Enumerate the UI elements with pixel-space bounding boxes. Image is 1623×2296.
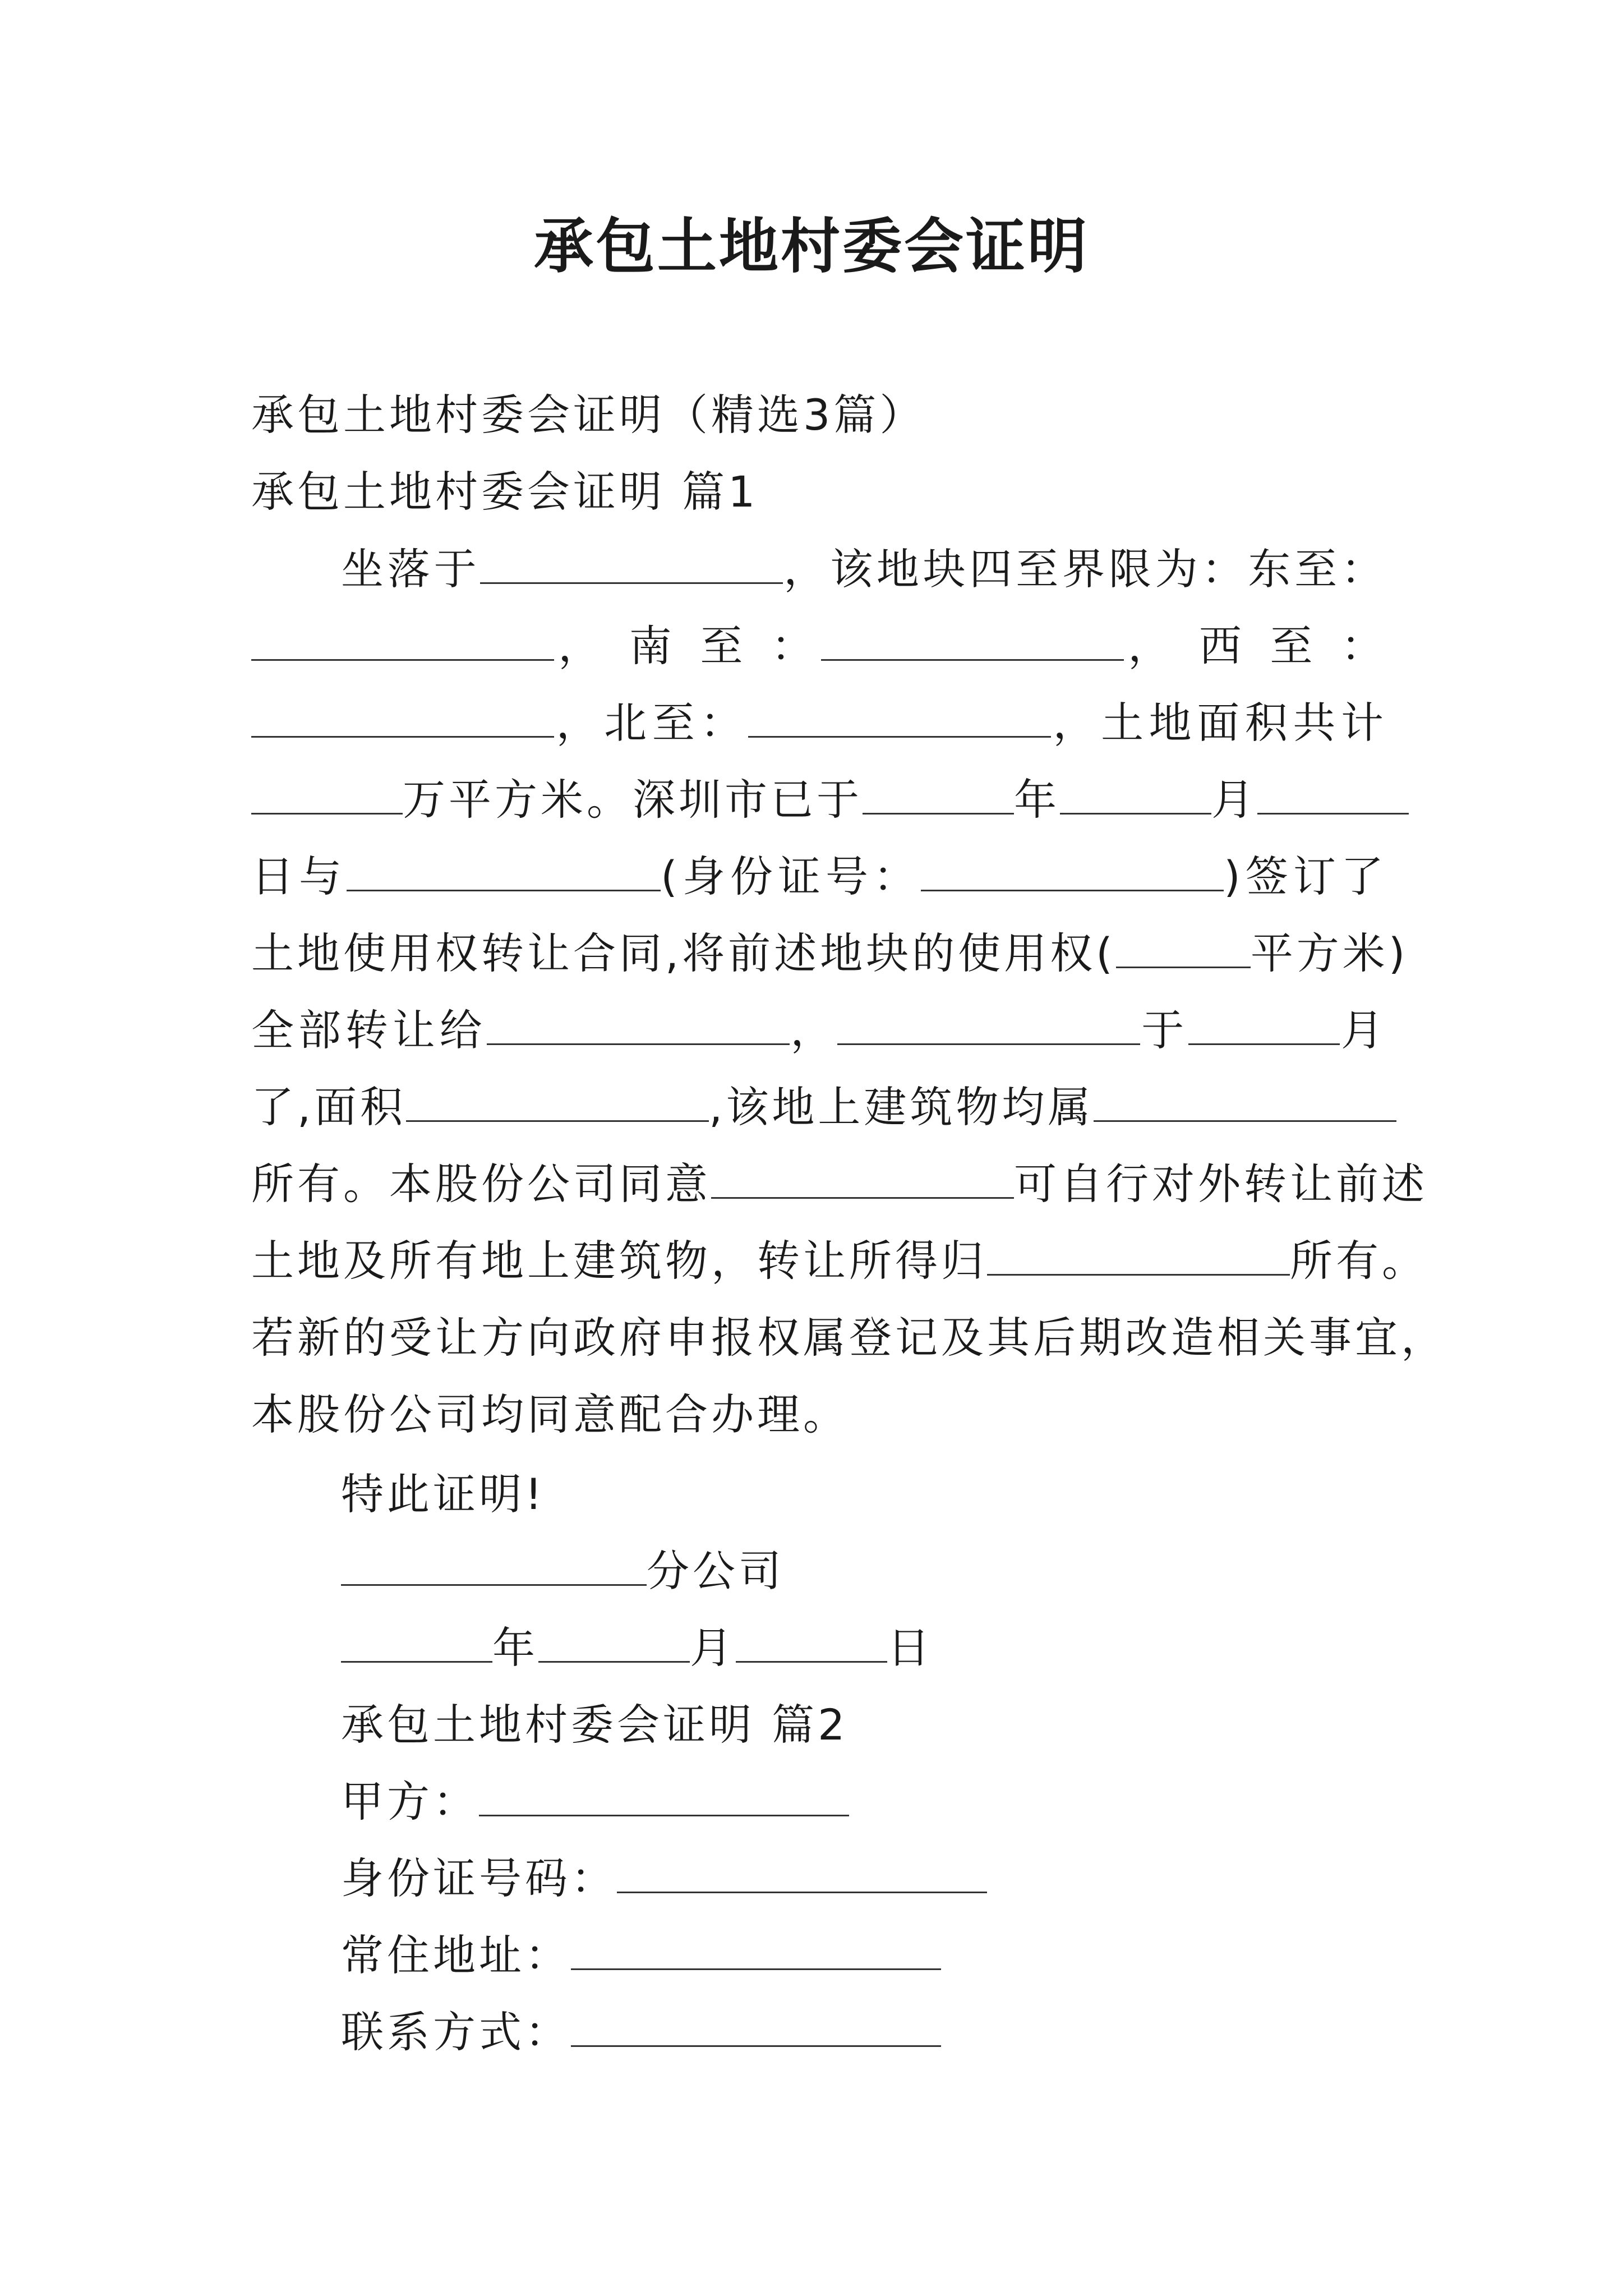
date-line: 年 月 日 [341, 1620, 933, 1676]
document-subtitle: 承包土地村委会证明（精选3篇） [251, 390, 926, 440]
blank-line [821, 624, 1124, 661]
blank-line [921, 855, 1224, 891]
paragraph-line: 本股份公司均同意配合办理。 [251, 1389, 849, 1439]
document-title: 承包土地村委会证明 [534, 211, 1089, 281]
paragraph-line: 万平方米。深圳市已于 年 月 [251, 761, 1387, 838]
blank-line [736, 1626, 887, 1663]
paragraph-line: ，北至： ，土地面积共计 [251, 684, 1387, 761]
contact-field: 联系方式： [341, 2004, 941, 2060]
blank-line [406, 1085, 709, 1122]
id-number-field: 身份证号码： [341, 1851, 987, 1907]
blank-line [341, 1549, 647, 1586]
paragraph-line: 土地及所有地上建筑物，转让所得归 所有。 [251, 1236, 1428, 1286]
paragraph-line: 若新的受让方向政府申报权属登记及其后期改造相关事宜， [251, 1313, 1447, 1363]
blank-line [571, 1934, 941, 1970]
party-a-field: 甲方： [341, 1774, 849, 1830]
blank-line [538, 1626, 690, 1663]
blank-line [1188, 1009, 1340, 1045]
blank-line [1060, 778, 1211, 815]
blank-line [863, 778, 1014, 815]
blank-line [487, 1009, 790, 1045]
blank-line [251, 778, 403, 815]
section1-heading: 承包土地村委会证明 篇1 [251, 467, 759, 517]
blank-line [479, 1780, 849, 1816]
paragraph-line: 日与 (身份证号： )签订了 [251, 852, 1387, 901]
paragraph-line: 所有。本股份公司同意 可自行对外转让前述 [251, 1159, 1428, 1209]
blank-line [1116, 932, 1251, 968]
blank-line [571, 2010, 941, 2047]
company-signature-line: 分公司 [341, 1543, 785, 1599]
blank-line [347, 855, 661, 891]
blank-line [251, 701, 554, 738]
paragraph-line: 土地使用权转让合同,将前述地块的使用权( 平方米) [251, 928, 1409, 978]
section2-heading: 承包土地村委会证明 篇2 [341, 1700, 849, 1750]
blank-line [987, 1239, 1290, 1276]
blank-line [480, 547, 783, 584]
blank-line [711, 1162, 1014, 1199]
special-statement: 特此证明! [341, 1469, 546, 1519]
blank-line [748, 701, 1051, 738]
blank-line [341, 1626, 492, 1663]
paragraph-line: 了,面积 ,该地上建筑物均属 [251, 1069, 1387, 1145]
paragraph-line: ， 南 至 ： ， 西 至 ： [251, 608, 1387, 684]
paragraph-line: 全部转让给 ， 于 月 [251, 1005, 1387, 1055]
blank-line [1094, 1085, 1396, 1122]
paragraph-line: 坐落于 ，该地块四至界限为：东至： [341, 544, 1387, 594]
blank-line [1257, 778, 1409, 815]
blank-line [837, 1009, 1140, 1045]
blank-line [617, 1857, 987, 1893]
address-field: 常住地址： [341, 1927, 941, 1984]
section1-paragraph [251, 531, 1447, 1453]
blank-line [251, 624, 554, 661]
